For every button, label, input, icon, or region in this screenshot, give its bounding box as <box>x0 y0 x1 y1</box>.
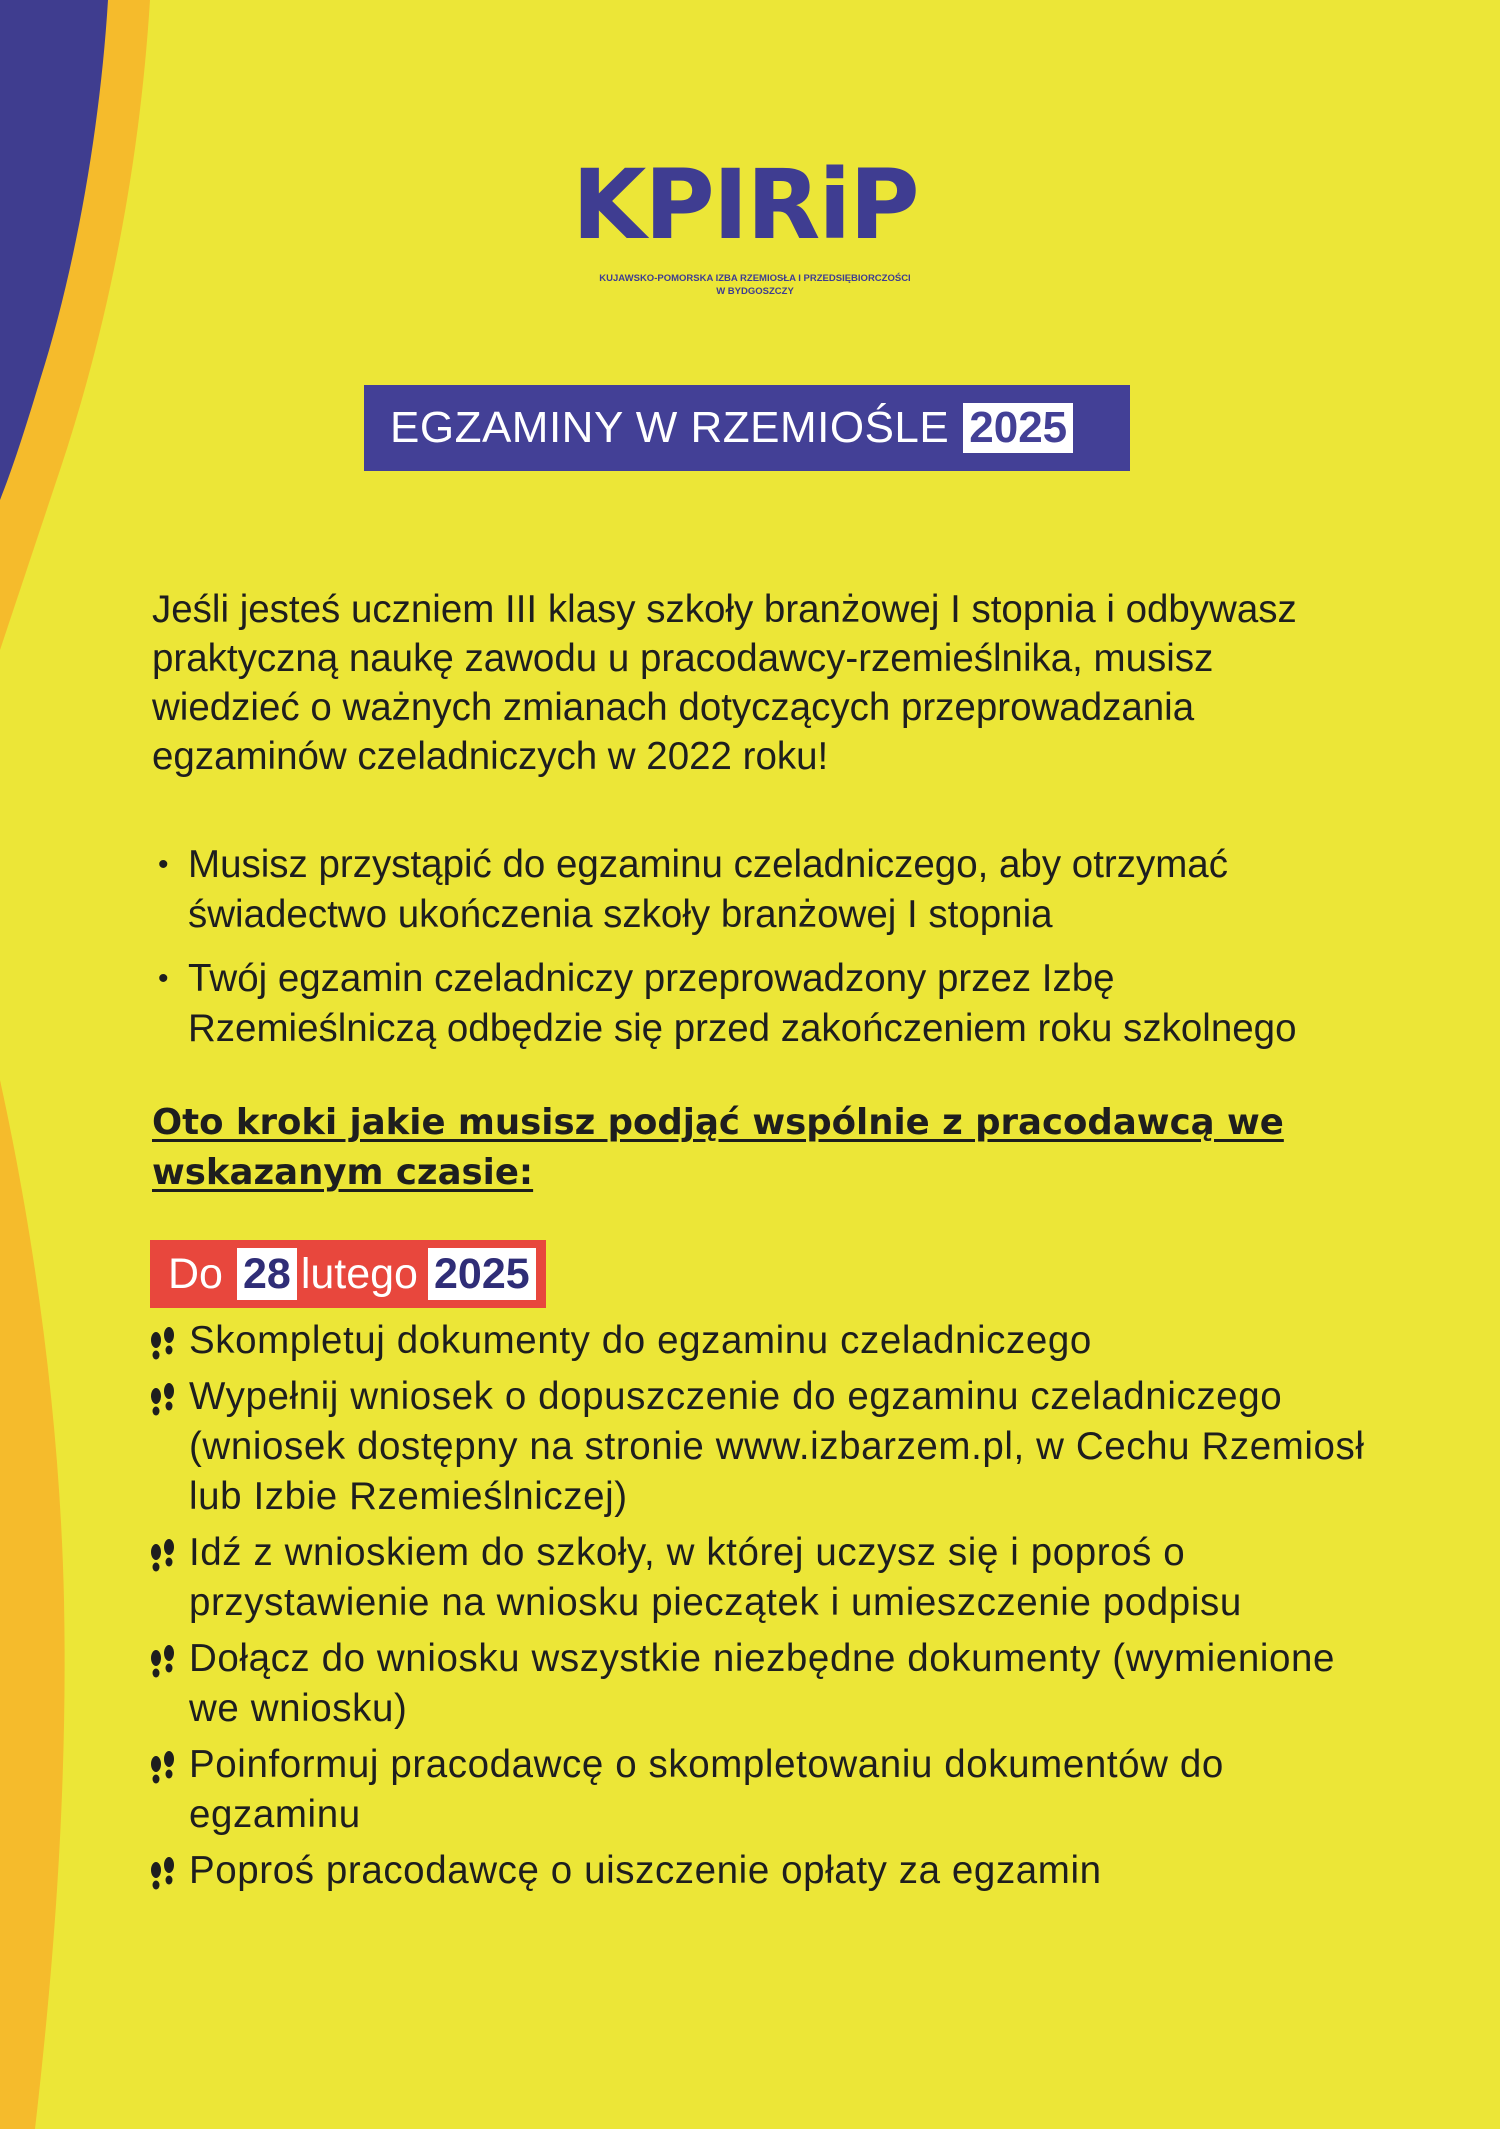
footprints-icon <box>147 1856 179 1894</box>
list-item <box>152 840 1352 940</box>
title-banner <box>364 385 1130 471</box>
intro-paragraph: Jeśli jesteś uczniem III klasy szkoły branżowej I stopnia i odbywasz praktyczną naukę zawodu u pracodawcy-rzemieślnika, musisz wiedzieć o ważnych zmianach dotyczących przeprowadzania egzaminów czeladniczych w 2022 roku! <box>152 588 1297 778</box>
footprints-icon <box>147 1750 179 1788</box>
step-text: Poinformuj pracodawcę o skompletowaniu dokumentów do egzaminu <box>189 1743 1224 1836</box>
bullet-dot-icon: • <box>158 962 169 995</box>
footprints-icon <box>147 1644 179 1682</box>
list-item <box>145 1846 1365 1896</box>
page-title: EGZAMINY W RZEMIOŚLE <box>390 403 950 452</box>
deadline-year: 2025 <box>428 1248 536 1300</box>
kpirip-logo <box>560 150 960 305</box>
bullet-dot-icon: • <box>158 848 169 881</box>
list-item <box>152 954 1352 1054</box>
steps-list <box>145 1316 1365 1902</box>
step-text: Idź z wnioskiem do szkoły, w której uczysz się i poproś o przystawienie na wniosku pieczątek i umieszczenie podpisu <box>189 1531 1242 1624</box>
step-text: Dołącz do wniosku wszystkie niezbędne dokumenty (wymienione we wniosku) <box>189 1637 1336 1730</box>
bullet-text: Twój egzamin czeladniczy przeprowadzony przez Izbę Rzemieślniczą odbędzie się przed zakończeniem roku szkolnego <box>188 957 1297 1050</box>
bullet-text: Musisz przystąpić do egzaminu czeladniczego, aby otrzymać świadectwo ukończenia szkoły branżowej I stopnia <box>188 843 1228 936</box>
logo-subtitle-line1: KUJAWSKO-POMORSKA IZBA RZEMIOSŁA I PRZEDSIĘBIORCZOŚCI <box>599 273 911 284</box>
logo-wordmark: KPIRiP <box>572 149 918 261</box>
logo-subtitle <box>560 272 950 298</box>
steps-heading: Oto kroki jakie musisz podjąć wspólnie z pracodawcą we wskazanym czasie: <box>152 1102 1284 1193</box>
step-text: Wypełnij wniosek o dopuszczenie do egzaminu czeladniczego (wniosek dostępny na stronie www.izbarzem.pl, w Cechu Rzemiosł lub Izbie Rzemieślniczej) <box>189 1375 1365 1518</box>
deadline-prefix: Do <box>168 1249 223 1298</box>
list-item <box>145 1372 1365 1522</box>
info-bullet-list <box>152 840 1352 1068</box>
title-year-badge: 2025 <box>963 403 1073 453</box>
list-item <box>145 1316 1365 1366</box>
step-text: Skompletuj dokumenty do egzaminu czeladniczego <box>189 1319 1092 1362</box>
list-item <box>145 1634 1365 1734</box>
orange-lower-wave-shape <box>0 1080 65 2129</box>
deadline-month: lutego <box>300 1249 418 1298</box>
footprints-icon <box>147 1326 179 1364</box>
list-item <box>145 1740 1365 1840</box>
logo-subtitle-line2: W BYDGOSZCZY <box>716 286 794 297</box>
step-text: Poproś pracodawcę o uiszczenie opłaty za egzamin <box>189 1849 1102 1892</box>
list-item <box>145 1528 1365 1628</box>
deadline-badge <box>150 1240 546 1308</box>
footprints-icon <box>147 1538 179 1576</box>
footprints-icon <box>147 1382 179 1420</box>
deadline-day: 28 <box>237 1248 297 1300</box>
